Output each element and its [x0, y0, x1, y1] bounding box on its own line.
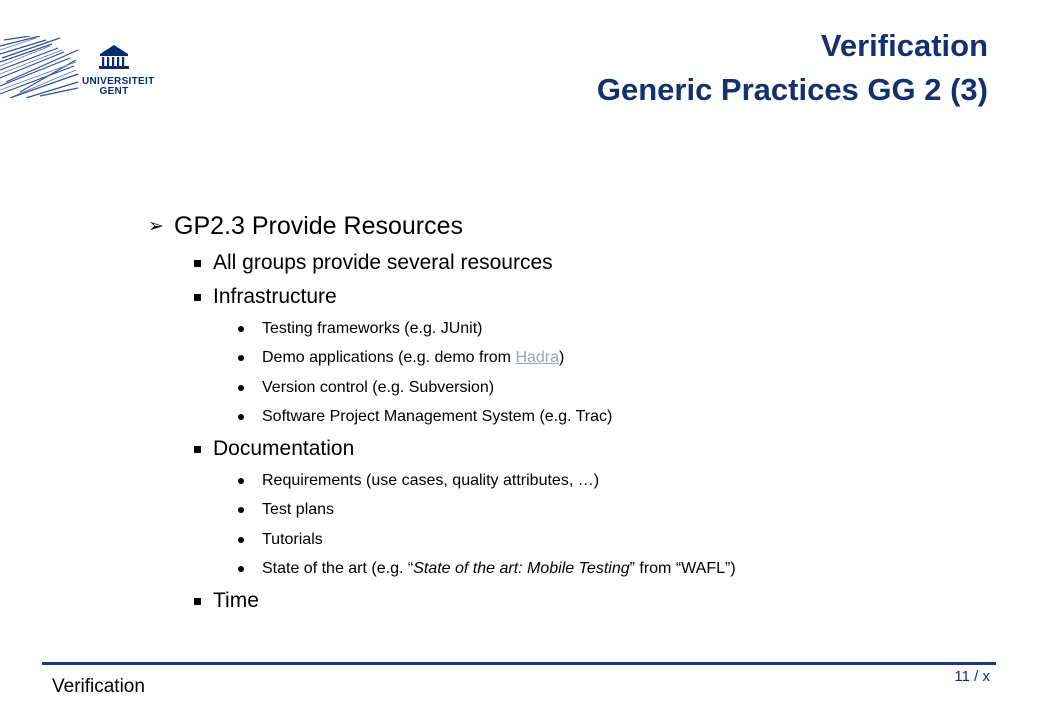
- bullet-version-control: [148, 373, 1008, 403]
- bullet-gp23: [148, 206, 1008, 246]
- building-icon: [82, 42, 146, 72]
- bullet-demo-prefix: Demo applications (e.g. demo from: [262, 349, 516, 367]
- dot-bullet-icon: [238, 385, 244, 391]
- bullet-infrastructure-text: Infrastructure: [213, 285, 337, 308]
- bullet-groups: [148, 246, 1008, 280]
- square-bullet-icon: [194, 260, 201, 267]
- bullet-tutorials-text: Tutorials: [262, 530, 323, 548]
- dot-bullet-icon: [238, 478, 244, 484]
- bullet-infrastructure: [148, 280, 1008, 314]
- bullet-state-of-the-art: [148, 555, 1008, 585]
- bullet-soa-italic: State of the art: Mobile Testing: [413, 560, 630, 578]
- logo-text-line-2: GENT: [99, 86, 129, 97]
- dot-bullet-icon: [238, 326, 244, 332]
- slide-title-line-2: Generic Practices GG 2 (3): [596, 72, 988, 107]
- square-bullet-icon: [194, 598, 201, 605]
- arrow-bullet-icon: ➢: [148, 215, 164, 237]
- bullet-time: [148, 584, 1008, 618]
- bullet-documentation: [148, 432, 1008, 466]
- square-bullet-icon: [194, 446, 201, 453]
- bullet-documentation-text: Documentation: [213, 437, 355, 460]
- bullet-time-text: Time: [213, 589, 259, 612]
- university-grass-logo: [0, 36, 80, 98]
- dot-bullet-icon: [238, 414, 244, 420]
- hadra-link[interactable]: Hadra: [515, 349, 560, 367]
- slide-number: 11 / x: [954, 668, 990, 685]
- bullet-test-plans: [148, 496, 1008, 526]
- bullet-requirements: [148, 466, 1008, 496]
- bullet-requirements-text: Requirements (use cases, quality attributes, …): [262, 471, 600, 489]
- slide-title: [597, 24, 988, 112]
- bullet-gp23-text: GP2.3 Provide Resources: [174, 211, 464, 240]
- bullet-spms-text: Software Project Management System (e.g. Trac): [262, 408, 613, 426]
- bullet-spms: [148, 403, 1008, 433]
- bullet-version-control-text: Version control (e.g. Subversion): [262, 378, 495, 396]
- bullet-demo-suffix: ): [559, 349, 565, 367]
- bullet-tutorials: [148, 525, 1008, 555]
- bullet-groups-text: All groups provide several resources: [213, 251, 553, 274]
- dot-bullet-icon: [238, 537, 244, 543]
- bullet-soa-prefix: State of the art (e.g. “: [262, 560, 414, 578]
- footer-section-label: Verification: [52, 676, 145, 697]
- slide-title-line-1: Verification: [820, 28, 988, 63]
- footer-divider: [42, 662, 996, 665]
- bullet-testing-frameworks: [148, 314, 1008, 344]
- bullet-soa-suffix: ” from “WAFL”): [629, 560, 736, 578]
- bullet-test-plans-text: Test plans: [262, 501, 335, 519]
- square-bullet-icon: [194, 294, 201, 301]
- dot-bullet-icon: [238, 507, 244, 513]
- dot-bullet-icon: [238, 355, 244, 361]
- bullet-testing-frameworks-text: Testing frameworks (e.g. JUnit): [262, 319, 483, 337]
- university-ghent-logo: [82, 42, 155, 98]
- bullet-demo-applications: [148, 344, 1008, 374]
- dot-bullet-icon: [238, 566, 244, 572]
- logo-text-line-1: UNIVERSITEIT: [82, 76, 155, 87]
- slide-content: [148, 206, 1008, 618]
